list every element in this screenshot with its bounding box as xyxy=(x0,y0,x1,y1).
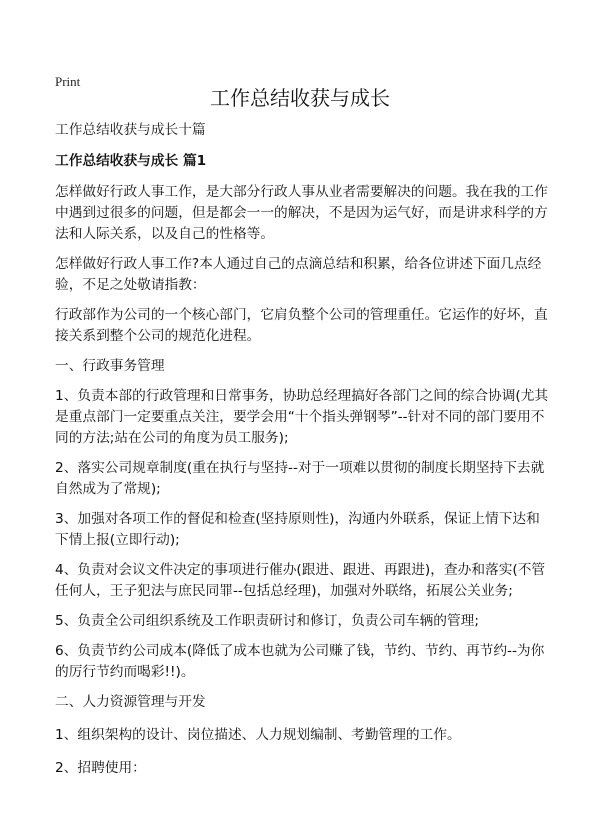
list-item: 1、负责本部的行政管理和日常事务，协助总经理搞好各部门之间的综合协调(尤其是重点部门一定要重点关注，要学会用“十个指头弹钢琴”--针对不同的部门要用不同的方法;站在公司的角度为员工服务); xyxy=(55,388,549,446)
print-link[interactable]: Print xyxy=(55,74,81,89)
document-body xyxy=(55,120,553,788)
list-item: 4、负责对会议文件决定的事项进行催办(跟进、跟进、再跟进)，查办和落实(不管任何人，王子犯法与庶民同罪--包括总经理)，加强对外联络，拓展公关业务; xyxy=(55,562,546,599)
section-subheading: 一、行政事务管理 xyxy=(55,358,165,374)
paragraph: 怎样做好行政人事工作，是大部分行政人事从业者需要解决的问题。我在我的工作中遇到过很多的问题，但是都会一一的解决，不是因为运气好，而是讲求科学的方法和人际关系，以及自己的性格等。 xyxy=(55,184,548,242)
list-item: 3、加强对各项工作的督促和检查(坚持原则性)，沟通内外联系，保证上情下达和下情上报(立即行动); xyxy=(55,511,540,548)
list-item: 2、招聘使用： xyxy=(55,760,146,776)
list-item: 1、组织架构的设计、岗位描述、人力规划编制、考勤管理的工作。 xyxy=(55,727,461,743)
list-item: 2、落实公司规章制度(重在执行与坚持--对于一项难以贯彻的制度长期坚持下去就自然成为了常规); xyxy=(55,460,545,497)
section-subheading: 二、人力资源管理与开发 xyxy=(55,694,206,710)
page-title: 工作总结收获与成长 xyxy=(210,86,390,110)
section-heading: 工作总结收获与成长 篇1 xyxy=(55,153,207,169)
list-item: 5、负责全公司组织系统及工作职责研讨和修订，负责公司车辆的管理; xyxy=(55,613,479,629)
paragraph: 行政部作为公司的一个核心部门，它肩负整个公司的管理重任。它运作的好坏，直接关系到整个公司的规范化进程。 xyxy=(55,307,548,344)
paragraph: 怎样做好行政人事工作?本人通过自己的点滴总结和积累，给各位讲述下面几点经验，不足之处敬请指教： xyxy=(55,256,542,293)
document-subtitle: 工作总结收获与成长十篇 xyxy=(55,122,206,138)
list-item: 6、负责节约公司成本(降低了成本也就为公司赚了钱，节约、节约、再节约--为你的厉行节约而喝彩!!)。 xyxy=(55,643,545,680)
